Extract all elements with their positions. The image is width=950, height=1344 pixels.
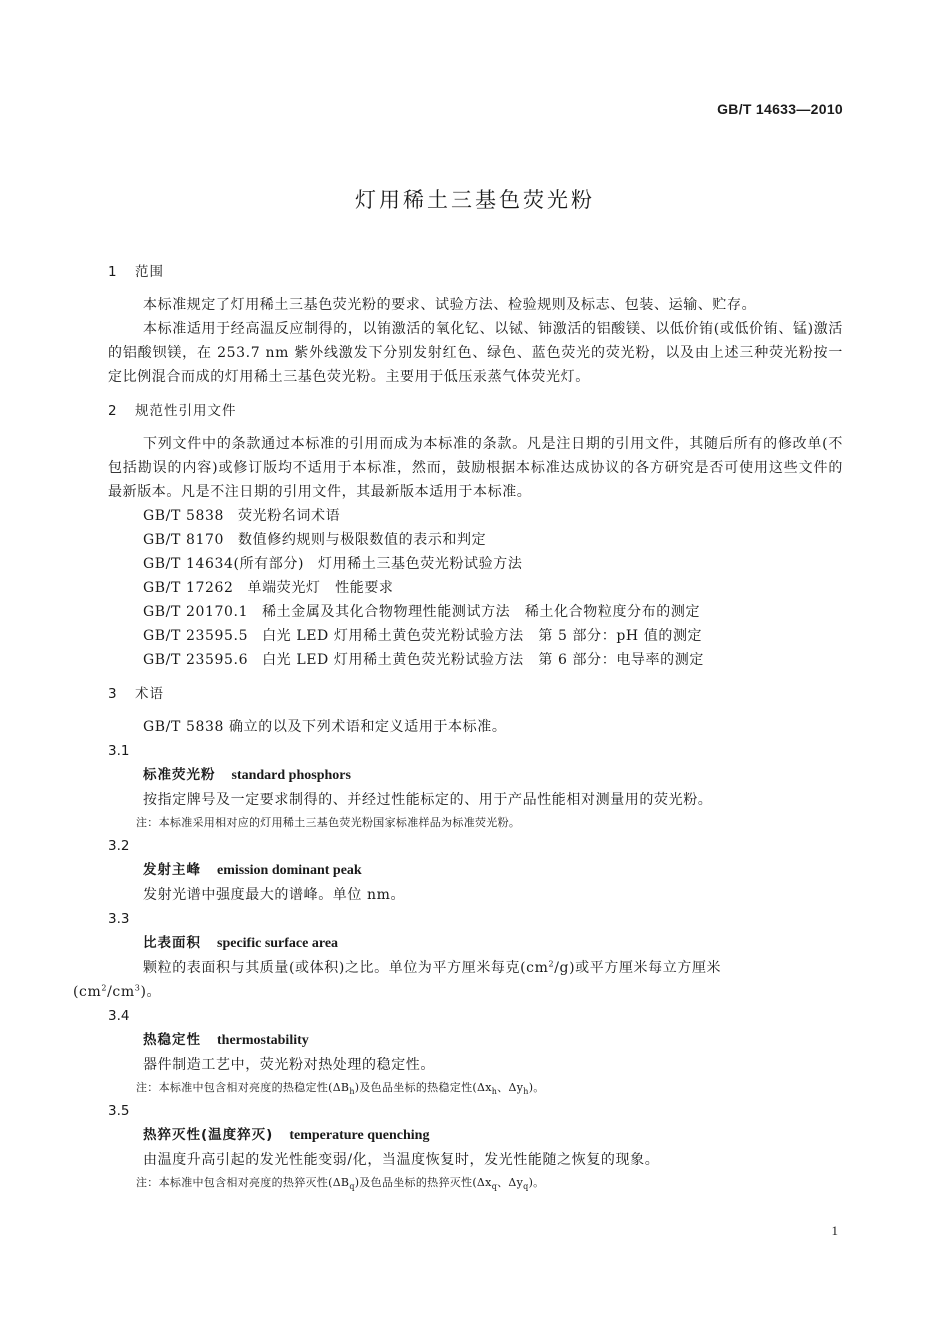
note-text: 、Δy	[497, 1176, 524, 1189]
reference-title: 白光 LED 灯用稀土黄色荧光粉试验方法 第 5 部分：pH 值的测定	[262, 628, 703, 644]
note-text: )及色品坐标的热稳定性(Δx	[354, 1081, 492, 1094]
note-text: 、Δy	[497, 1081, 524, 1094]
reference-item	[108, 552, 843, 576]
term-cn: 发射主峰	[143, 862, 201, 878]
term-note: 注：本标准采用相对应的灯用稀土三基色荧光粉国家标准样品为标准荧光粉。	[136, 816, 521, 829]
reference-code: GB/T 23595.6	[143, 652, 249, 668]
term-cn: 比表面积	[143, 935, 201, 951]
section-title: 范围	[135, 264, 164, 280]
section-number: 2	[108, 403, 117, 419]
note-text: 注：本标准中包含相对亮度的热猝灭性(ΔB	[136, 1176, 350, 1189]
term-number: 3.1	[108, 743, 130, 759]
standard-number: GB/T 14633—2010	[717, 101, 843, 117]
superscript: 2	[101, 983, 108, 993]
reference-title: 白光 LED 灯用稀土黄色荧光粉试验方法 第 6 部分：电导率的测定	[262, 652, 704, 668]
term-en: temperature quenching	[289, 1128, 430, 1143]
superscript: 3	[134, 983, 141, 993]
reference-title: 灯用稀土三基色荧光粉试验方法	[318, 556, 523, 572]
paragraph: GB/T 5838 确立的以及下列术语和定义适用于本标准。	[143, 719, 507, 735]
term-cn: 热猝灭性(温度猝灭)	[143, 1127, 274, 1143]
term-definition: 按指定牌号及一定要求制得的、并经过性能标定的、用于产品性能相对测量用的荧光粉。	[143, 792, 713, 808]
section-number: 1	[108, 264, 117, 280]
reference-title: 数值修约规则与极限数值的表示和判定	[238, 532, 487, 548]
reference-code: GB/T 20170.1	[143, 604, 249, 620]
term-note	[108, 1172, 843, 1194]
paragraph: 本标准规定了灯用稀土三基色荧光粉的要求、试验方法、检验规则及标志、包装、运输、贮存。	[143, 297, 757, 313]
note-text: 注：本标准中包含相对亮度的热稳定性(ΔB	[136, 1081, 350, 1094]
reference-title: 稀土金属及其化合物物理性能测试方法 稀土化合物粒度分布的测定	[262, 604, 701, 620]
reference-item	[108, 576, 843, 600]
term-en: thermostability	[217, 1033, 309, 1048]
term-number: 3.3	[108, 911, 130, 927]
reference-code: GB/T 14634(所有部分)	[143, 556, 305, 572]
definition-text: /g)或平方厘米每立方厘米	[554, 960, 722, 976]
term-en: specific surface area	[217, 936, 339, 951]
document-title: 灯用稀土三基色荧光粉	[355, 188, 595, 212]
page-number: 1	[831, 1223, 838, 1238]
term-heading	[108, 931, 843, 956]
section-3-heading	[108, 682, 843, 706]
note-text: )。	[528, 1176, 545, 1189]
section-1-heading	[108, 260, 843, 284]
superscript: 2	[548, 959, 555, 969]
term-definition: 发射光谱中强度最大的谱峰。单位 nm。	[143, 887, 406, 903]
term-heading	[108, 1123, 843, 1148]
reference-title: 荧光粉名词术语	[238, 508, 341, 524]
term-cn: 热稳定性	[143, 1032, 201, 1048]
reference-item	[108, 648, 843, 672]
reference-item	[108, 600, 843, 624]
term-note	[108, 1077, 843, 1099]
term-number: 3.4	[108, 1008, 130, 1024]
subscript: h	[349, 1087, 355, 1097]
reference-item	[108, 624, 843, 648]
subscript: h	[491, 1087, 498, 1097]
term-heading	[108, 763, 843, 788]
definition-text: /cm	[107, 984, 135, 1000]
definition-text: 颗粒的表面积与其质量(或体积)之比。单位为平方厘米每克(cm	[143, 960, 549, 976]
reference-code: GB/T 8170	[143, 532, 225, 548]
note-text: )及色品坐标的热猝灭性(Δx	[354, 1176, 492, 1189]
reference-item	[108, 528, 843, 552]
subscript: q	[523, 1182, 529, 1192]
note-text: )。	[528, 1081, 545, 1094]
term-heading	[108, 858, 843, 883]
term-definition	[73, 956, 843, 1004]
reference-item	[108, 504, 843, 528]
document-body	[73, 260, 843, 1194]
paragraph: 本标准适用于经高温反应制得的，以铕激活的氧化钇、以铽、铈激活的铝酸镁、以低价铕(或低价铕、锰)激活的铝酸钡镁，在 253.7 nm 紫外线激发下分别发射红色、绿色、蓝色荧光的荧光粉，以及由上述三种荧光粉按一定比例混合而成的灯用稀土三基色荧光粉。主要用于低压汞蒸气体荧光灯。	[108, 321, 843, 385]
subscript: q	[349, 1182, 355, 1192]
term-definition: 由温度升高引起的发光性能变弱/化，当温度恢复时，发光性能随之恢复的现象。	[143, 1152, 660, 1168]
section-2-heading	[108, 399, 843, 423]
reference-code: GB/T 23595.5	[143, 628, 249, 644]
section-title: 术语	[135, 686, 164, 702]
term-cn: 标准荧光粉	[143, 767, 216, 783]
term-definition: 器件制造工艺中，荧光粉对热处理的稳定性。	[143, 1057, 435, 1073]
term-heading	[108, 1028, 843, 1053]
definition-text: (cm	[73, 984, 102, 1000]
term-en: standard phosphors	[231, 768, 351, 783]
reference-code: GB/T 5838	[143, 508, 225, 524]
section-number: 3	[108, 686, 117, 702]
subscript: q	[491, 1182, 498, 1192]
term-number: 3.2	[108, 838, 130, 854]
paragraph: 下列文件中的条款通过本标准的引用而成为本标准的条款。凡是注日期的引用文件，其随后所有的修改单(不包括勘误的内容)或修订版均不适用于本标准，然而，鼓励根据本标准达成协议的各方研究是否可使用这些文件的最新版本。凡是不注日期的引用文件，其最新版本适用于本标准。	[108, 436, 843, 500]
reference-title: 单端荧光灯 性能要求	[247, 580, 394, 596]
section-title: 规范性引用文件	[135, 403, 237, 419]
reference-code: GB/T 17262	[143, 580, 234, 596]
term-en: emission dominant peak	[217, 863, 362, 878]
term-number: 3.5	[108, 1103, 130, 1119]
subscript: h	[523, 1087, 529, 1097]
definition-text: )。	[140, 984, 162, 1000]
